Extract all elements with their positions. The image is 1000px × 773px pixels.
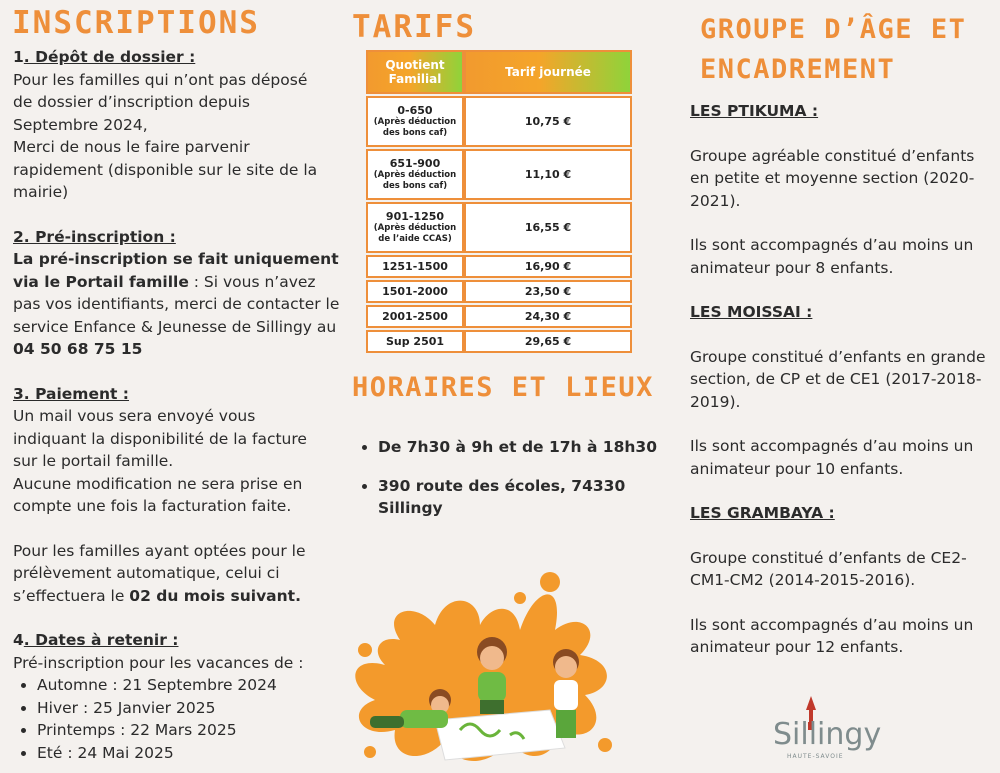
paiement-line: Un mail vous sera envoyé vous bbox=[13, 407, 256, 425]
tarifs-title: TARIFS bbox=[352, 9, 476, 45]
price-cell: 24,30 € bbox=[464, 305, 632, 328]
lieu-item: • 390 route des écoles, 74330 Sillingy bbox=[378, 475, 658, 520]
quotient-cell: 0-650 (Après déduction des bons caf) bbox=[366, 96, 464, 147]
price-cell: 10,75 € bbox=[464, 96, 632, 147]
quotient-cell: Sup 2501 bbox=[366, 330, 464, 353]
group-grambaya-desc: Groupe constitué d’enfants de CE2-CM1-CM2 (2014-2015-2016). bbox=[690, 548, 967, 589]
table-row bbox=[366, 96, 632, 147]
section-heading-paiement: 3. Paiement : bbox=[13, 384, 130, 403]
date-item: • Hiver : 25 Janvier 2025 bbox=[37, 697, 343, 720]
depot-line: Merci de nous le faire parvenir bbox=[13, 138, 250, 156]
paiement-line: compte une fois la facturation faite. bbox=[13, 497, 292, 515]
inscriptions-column bbox=[13, 46, 343, 764]
groupe-title: GROUPE D’ÂGE ET ENCADREMENT bbox=[700, 14, 967, 85]
header-quotient: Quotient Familial bbox=[366, 50, 464, 94]
table-row bbox=[366, 330, 632, 353]
section-heading-depot: 1. Dépôt de dossier : bbox=[13, 48, 196, 66]
prelevement-text: Pour les familles ayant optées pour le prélèvement automatique, celui ci s’effectuera le 02 du mois suivant. bbox=[13, 541, 306, 605]
price-cell: 29,65 € bbox=[464, 330, 632, 353]
depot-line: de dossier d’inscription depuis bbox=[13, 93, 250, 111]
child-girl-shape bbox=[477, 637, 507, 714]
group-ptikuma-desc: Groupe agréable constitué d’enfants en petite et moyenne section (2020-2021). bbox=[690, 146, 975, 210]
dates-list bbox=[13, 674, 343, 764]
tarifs-table bbox=[366, 48, 632, 355]
children-painting-illustration bbox=[340, 570, 630, 773]
quotient-cell: 651-900 (Après déduction des bons caf) bbox=[366, 149, 464, 200]
group-ptikuma-title: LES PTIKUMA : bbox=[690, 102, 819, 120]
table-row bbox=[366, 149, 632, 200]
child-boy-standing-shape bbox=[553, 649, 579, 738]
paiement-line: indiquant la disponibilité de la facture bbox=[13, 429, 307, 448]
group-grambaya-title: LES GRAMBAYA : bbox=[690, 504, 835, 522]
group-moissai-desc: Groupe constitué d’enfants en grande section, de CP et de CE1 (2017-2018-2019). bbox=[690, 347, 986, 411]
dates-intro: Pré-inscription pour les vacances de : bbox=[13, 653, 304, 672]
group-grambaya-staff: Ils sont accompagnés d’au moins un animateur pour 12 enfants. bbox=[690, 615, 974, 656]
table-header-row bbox=[366, 50, 632, 94]
groupe-column bbox=[690, 100, 992, 659]
table-row bbox=[366, 255, 632, 278]
group-ptikuma-staff: Ils sont accompagnés d’au moins un animateur pour 8 enfants. bbox=[690, 236, 974, 277]
table-row bbox=[366, 202, 632, 253]
table-row bbox=[366, 305, 632, 328]
quotient-cell: 901-1250 (Après déduction de l’aide CCAS) bbox=[366, 202, 464, 253]
date-item: • Eté : 24 Mai 2025 bbox=[37, 742, 343, 765]
horaire-item: • De 7h30 à 9h et de 17h à 18h30 bbox=[378, 436, 658, 459]
inscriptions-title: INSCRIPTIONS bbox=[12, 5, 260, 41]
paiement-line: sur le portail famille. bbox=[13, 452, 174, 470]
group-moissai-staff: Ils sont accompagnés d’au moins un animateur pour 10 enfants. bbox=[690, 437, 974, 478]
quotient-cell: 1501-2000 bbox=[366, 280, 464, 303]
header-tarif: Tarif journée bbox=[464, 50, 632, 94]
paiement-line: Aucune modification ne sera prise en bbox=[13, 474, 303, 493]
price-cell: 23,50 € bbox=[464, 280, 632, 303]
horaires-title: HORAIRES ET LIEUX bbox=[352, 372, 654, 403]
section-heading-dates: 4. Dates à retenir : bbox=[13, 631, 179, 649]
depot-line: mairie) bbox=[13, 183, 69, 201]
depot-line: rapidement (disponible sur le site de la bbox=[13, 160, 318, 179]
group-moissai-title: LES MOISSAI : bbox=[690, 303, 813, 321]
table-row bbox=[366, 280, 632, 303]
price-cell: 16,55 € bbox=[464, 202, 632, 253]
logo-wordmark: Sillingy bbox=[773, 717, 882, 752]
quotient-cell: 2001-2500 bbox=[366, 305, 464, 328]
date-item: • Printemps : 22 Mars 2025 bbox=[37, 719, 343, 742]
logo-subtitle: HAUTE-SAVOIE bbox=[787, 753, 844, 760]
price-cell: 11,10 € bbox=[464, 149, 632, 200]
depot-line: Septembre 2024, bbox=[13, 115, 148, 134]
preinscription-text: La pré-inscription se fait uniquement via le Portail famille : Si vous n’avez pas vos identifiants, merci de contacter le service Enfance & Jeunesse de Sillingy au 04 50 68 75 15 bbox=[13, 250, 340, 358]
horaires-list bbox=[358, 436, 658, 536]
depot-line: Pour les familles qui n’ont pas déposé bbox=[13, 70, 308, 89]
price-cell: 16,90 € bbox=[464, 255, 632, 278]
quotient-cell: 1251-1500 bbox=[366, 255, 464, 278]
section-heading-preinscription: 2. Pré-inscription : bbox=[13, 227, 176, 246]
date-item: • Automne : 21 Septembre 2024 bbox=[37, 674, 343, 697]
sillingy-logo bbox=[767, 688, 913, 764]
